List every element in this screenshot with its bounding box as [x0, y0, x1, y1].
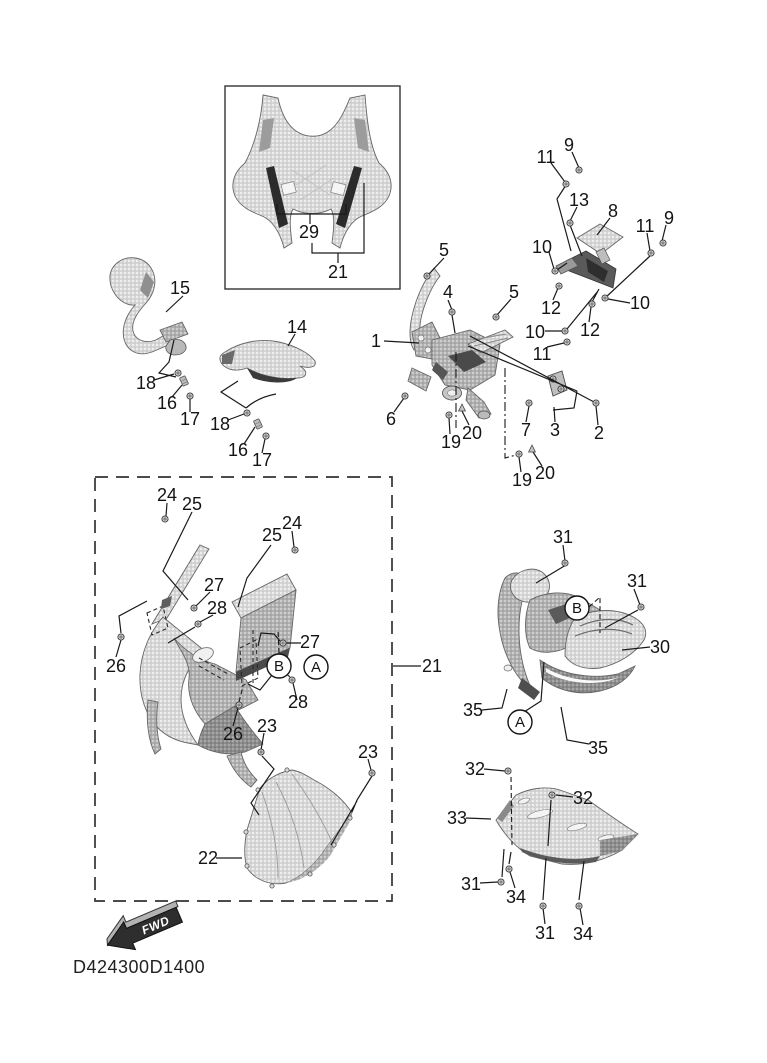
bolt-icon	[648, 250, 654, 256]
callout-16: 16	[156, 393, 178, 413]
screw-icon	[175, 370, 181, 376]
callout-15: 15	[169, 278, 191, 298]
cowling-stay-assembly	[371, 240, 604, 490]
fwd-arrow	[99, 895, 187, 959]
callout-24: 24	[156, 485, 178, 505]
bolt-icon	[526, 400, 532, 406]
cover-14-shape	[220, 340, 315, 382]
bolt-icon	[638, 604, 644, 610]
callout-17: 17	[179, 409, 201, 429]
bolt-icon	[549, 792, 555, 798]
callout-32: 32	[572, 788, 594, 808]
bolt-icon	[402, 393, 408, 399]
callout-13: 13	[568, 190, 590, 210]
callout-32: 32	[464, 759, 486, 779]
inner-panel-assembly	[463, 527, 670, 758]
bolt-icon	[446, 412, 452, 418]
callout-33: 33	[446, 808, 468, 828]
cowling-group-box	[95, 477, 442, 901]
under-cover-assembly	[447, 759, 638, 944]
nut-icon	[179, 376, 188, 387]
cover-33-shape	[496, 788, 638, 864]
bolt-icon	[449, 309, 455, 315]
bolt-icon	[162, 516, 168, 522]
callout-29: 29	[298, 222, 320, 242]
bolt-icon	[558, 386, 564, 392]
callout-34: 34	[572, 924, 594, 944]
callout-35: 35	[462, 700, 484, 720]
bolt-icon	[564, 339, 570, 345]
bolt-icon	[563, 181, 569, 187]
callout-23: 23	[256, 716, 278, 736]
callout-9: 9	[663, 208, 675, 228]
callout-27: 27	[203, 575, 225, 595]
callout-19: 19	[511, 470, 533, 490]
bolt-icon	[258, 749, 264, 755]
bolt-icon	[369, 770, 375, 776]
callout-31: 31	[626, 571, 648, 591]
callout-35: 35	[587, 738, 609, 758]
bolt-icon	[191, 605, 197, 611]
callout-34: 34	[505, 887, 527, 907]
callout-6: 6	[385, 409, 397, 429]
screw-icon	[263, 433, 269, 439]
callout-20: 20	[461, 423, 483, 443]
callout-31: 31	[552, 527, 574, 547]
callout-11: 11	[635, 216, 655, 236]
callout-10: 10	[531, 237, 553, 257]
bolt-icon	[602, 295, 608, 301]
callout-17: 17	[251, 450, 273, 470]
callout-12: 12	[579, 320, 601, 340]
callout-24: 24	[281, 513, 303, 533]
panel-30-shape	[498, 569, 646, 700]
diagram-code: D424300D1400	[73, 957, 206, 977]
svg-text:B: B	[571, 600, 583, 617]
bolt-icon	[576, 903, 582, 909]
bolt-icon	[562, 328, 568, 334]
fasteners-stay	[402, 273, 599, 457]
callout-18: 18	[135, 373, 157, 393]
bolt-icon	[493, 314, 499, 320]
callout-30: 30	[649, 637, 671, 657]
callout-25: 25	[181, 494, 203, 514]
callout-31: 31	[534, 923, 556, 943]
bolt-icon	[292, 547, 298, 553]
bolt-icon	[567, 220, 573, 226]
rivet-icon	[459, 404, 466, 411]
screw-icon	[187, 393, 193, 399]
callout-22: 22	[197, 848, 219, 868]
fwd-label: FWD	[139, 913, 172, 938]
rivet-icon	[529, 445, 536, 452]
callout-14: 14	[286, 317, 308, 337]
callout-12: 12	[540, 298, 562, 318]
callout-19: 19	[440, 432, 462, 452]
callout-21-inset: 21	[327, 262, 349, 282]
callout-9: 9	[563, 135, 575, 155]
bolt-icon	[195, 621, 201, 627]
svg-text:A: A	[310, 659, 322, 676]
bolt-icon	[593, 400, 599, 406]
callout-10: 10	[629, 293, 651, 313]
ref-marker-A2	[508, 710, 532, 734]
callout-4: 4	[442, 282, 454, 302]
upper-bracket-assembly	[525, 135, 674, 364]
stay-1-shape	[408, 268, 513, 419]
callout-11: 11	[532, 344, 552, 364]
bolt-icon	[236, 702, 242, 708]
cable-14	[246, 394, 276, 408]
svg-text:A: A	[514, 714, 526, 731]
callout-11: 11	[536, 147, 556, 167]
bolt-icon	[589, 301, 595, 307]
callout-2: 2	[593, 423, 605, 443]
bolt-icon	[118, 634, 124, 640]
callout-7: 7	[520, 420, 532, 440]
bolt-icon	[498, 879, 504, 885]
bolt-icon	[660, 240, 666, 246]
callout-26: 26	[222, 724, 244, 744]
bolt-icon	[516, 451, 522, 457]
svg-text:B: B	[273, 658, 285, 675]
callout-21: 21	[421, 656, 443, 676]
callout-25: 25	[261, 525, 283, 545]
bolt-icon	[280, 640, 286, 646]
callout-31: 31	[460, 874, 482, 894]
callout-27: 27	[299, 632, 321, 652]
ref-marker-B2	[565, 596, 589, 620]
windshield-22-shape	[244, 768, 352, 888]
bolt-icon	[556, 283, 562, 289]
bolt-icon	[540, 903, 546, 909]
bolt-icon	[505, 768, 511, 774]
callout-28: 28	[287, 692, 309, 712]
callout-5: 5	[508, 282, 520, 302]
bolt-icon	[562, 560, 568, 566]
callout-10: 10	[524, 322, 546, 342]
callout-8: 8	[607, 201, 619, 221]
bolt-icon	[576, 167, 582, 173]
callout-5: 5	[438, 240, 450, 260]
callout-16: 16	[227, 440, 249, 460]
ref-marker-A	[304, 655, 328, 679]
callout-23: 23	[357, 742, 379, 762]
bolt-icon	[506, 866, 512, 872]
front-view-inset	[225, 86, 400, 289]
callout-26: 26	[105, 656, 127, 676]
bolt-icon	[552, 268, 558, 274]
callout-3: 3	[549, 420, 561, 440]
callout-18: 18	[209, 414, 231, 434]
callout-1: 1	[370, 331, 382, 351]
callout-20: 20	[534, 463, 556, 483]
ref-marker-B	[267, 654, 291, 678]
bolt-icon	[424, 273, 430, 279]
callout-28: 28	[206, 598, 228, 618]
bolt-icon	[289, 677, 295, 683]
mirror-15-shape	[110, 258, 191, 355]
screw-icon	[244, 410, 250, 416]
